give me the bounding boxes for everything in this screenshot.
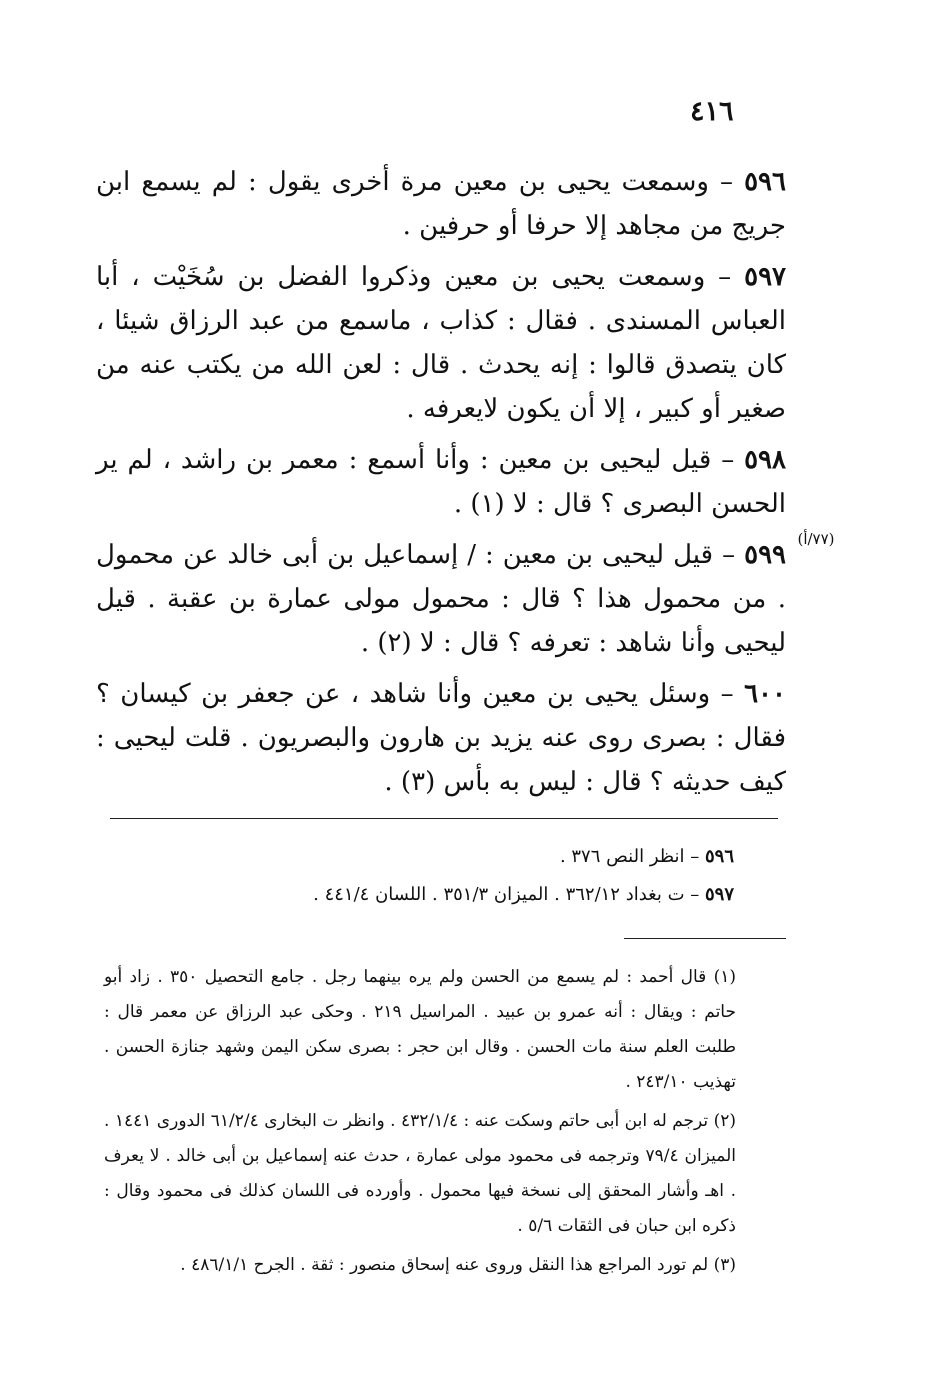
entry-text: – قيل ليحيى بن معين : / إسماعيل بن أبى خالد عن محمول . من محمول هذا ؟ قال : محمول مولى عمارة بن عقبة . قيل ليحيى وأنا شاهد : تعرفه ؟ قال : لا (٢) . bbox=[96, 540, 786, 658]
entry-text: – وسمعت يحيى بن معين مرة أخرى يقول : لم يسمع ابن جريج من مجاهد إلا حرفا أو حرفين . bbox=[96, 167, 786, 241]
reference-number: ٥٩٧ bbox=[704, 884, 734, 905]
entry-596 bbox=[96, 160, 786, 248]
manuscript-folio-marker: (٧٧/أ) bbox=[797, 530, 835, 548]
entry-599 bbox=[96, 533, 786, 665]
entry-text: – وسمعت يحيى بن معين وذكروا الفضل بن سُخَيْت ، أبا العباس المسندى . فقال : كذاب ، ماسمع من عبد الرزاق شيئا ، كان يتصدق قالوا : إنه يحدث . قال : لعن الله من يكتب عنه من صغير أو كبير ، إلا أن يكون لايعرفه . bbox=[96, 262, 786, 424]
reference-597 bbox=[160, 876, 734, 914]
main-divider bbox=[110, 818, 778, 819]
main-text bbox=[96, 160, 786, 811]
entry-number: ٥٩٨ bbox=[744, 445, 786, 475]
reference-596 bbox=[160, 838, 734, 876]
reference-text: – ت بغداد ٣٦٢/١٢ . الميزان ٣٥١/٣ . اللسان ٤٤١/٤ . bbox=[313, 884, 700, 905]
entry-number: ٦٠٠ bbox=[744, 679, 786, 709]
footnote-1: (١) قال أحمد : لم يسمع من الحسن ولم يره بينهما رجل . جامع التحصيل ٣٥٠ . زاد أبو حاتم : ويقال : أنه عمرو بن عبيد . المراسيل ٢١٩ . وحكى عبد الرزاق عن معمر قال : طلبت العلم سنة مات الحسن . وقال ابن حجر : بصرى سكن اليمن وشهد جنازة الحسن . تهذيب ٢٤٣/١٠ . bbox=[104, 967, 736, 1092]
reference-text: – انظر النص ٣٧٦ . bbox=[559, 846, 700, 867]
footnote-2: (٢) ترجم له ابن أبى حاتم وسكت عنه : ٤٣٢/١/٤ . وانظر ت البخارى ٦١/٢/٤ الدورى ١٤٤١ . الميزان ٧٩/٤ وترجمه فى محمود مولى عمارة ، حدث عنه إسماعيل بن أبى خالد . لا يعرف . اهـ وأشار المحقق إلى نسخة فيها محمول . وأورده فى اللسان كذلك فى محمود وقال : ذكره ابن حبان فى الثقات ٥/٦ . bbox=[104, 1111, 736, 1236]
reference-number: ٥٩٦ bbox=[704, 846, 734, 867]
references bbox=[160, 838, 734, 914]
footnote-3: (٣) لم تورد المراجع هذا النقل وروى عنه إسحاق منصور : ثقة . الجرح ٤٨٦/١/١ . bbox=[180, 1255, 736, 1275]
entry-598 bbox=[96, 438, 786, 526]
entry-number: ٥٩٧ bbox=[744, 262, 787, 292]
page-number: ٤١٦ bbox=[690, 96, 734, 127]
entry-number: ٥٩٩ bbox=[744, 540, 787, 570]
entry-600 bbox=[96, 672, 786, 804]
entry-number: ٥٩٦ bbox=[744, 167, 786, 197]
entry-text: – قيل ليحيى بن معين : وأنا أسمع : معمر بن راشد ، لم ير الحسن البصرى ؟ قال : لا (١) . bbox=[96, 445, 786, 519]
entry-597 bbox=[96, 255, 786, 431]
entry-text: – وسئل يحيى بن معين وأنا شاهد ، عن جعفر بن كيسان ؟ فقال : بصرى روى عنه يزيد بن هارون والبصريون . قلت ليحيى : كيف حديثه ؟ قال : ليس به بأس (٣) . bbox=[96, 679, 786, 797]
footnotes bbox=[104, 960, 736, 1287]
footnote-divider bbox=[624, 938, 786, 939]
